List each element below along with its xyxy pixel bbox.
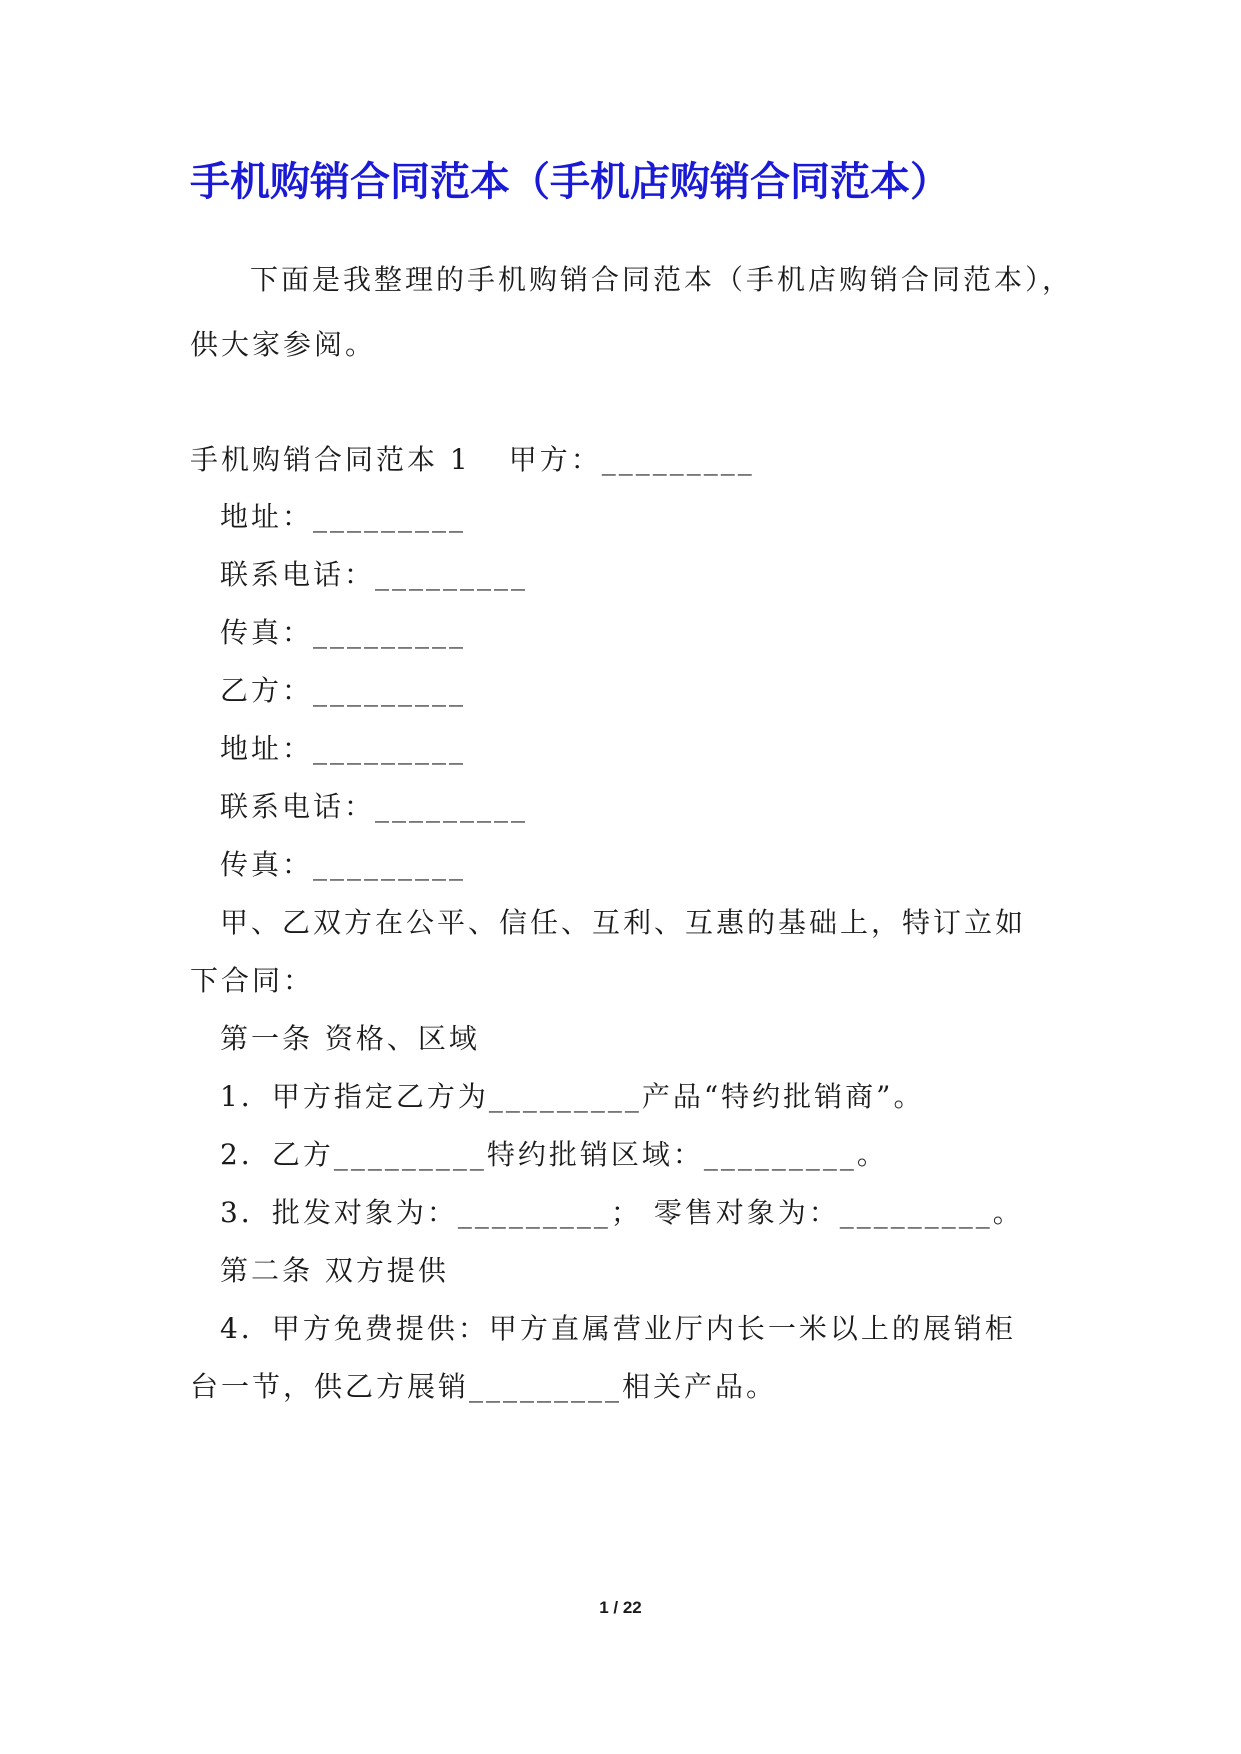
page-number: 1 / 22 — [599, 1598, 642, 1617]
clause-1: 1．甲方指定乙方为_________产品“特约批销商”。 — [220, 1080, 925, 1113]
page-title: 手机购销合同范本（手机店购销合同范本） — [190, 159, 950, 205]
clause-3: 3．批发对象为：_________； 零售对象为：_________。 — [220, 1196, 1024, 1229]
article-2-heading: 第二条 双方提供 — [220, 1254, 449, 1287]
party-b-phone-field: 联系电话：_________ — [220, 790, 529, 823]
preamble-line-2: 下合同： — [190, 964, 315, 997]
party-b-address-field: 地址：_________ — [220, 732, 467, 765]
preamble-line-1: 甲、乙双方在公平、信任、互利、互惠的基础上，特订立如 — [220, 906, 1027, 939]
article-1-heading: 第一条 资格、区域 — [220, 1022, 480, 1055]
party-b-field: 乙方：_________ — [220, 674, 467, 707]
intro-paragraph-line-1: 下面是我整理的手机购销合同范本（手机店购销合同范本）， — [250, 263, 1074, 296]
intro-paragraph-line-2: 供大家参阅。 — [190, 328, 377, 361]
party-a-fax-field: 传真：_________ — [220, 616, 467, 649]
clause-2: 2．乙方_________特约批销区域：_________。 — [220, 1138, 888, 1171]
clause-4-line-2: 台一节，供乙方展销_________相关产品。 — [190, 1370, 778, 1403]
clause-4-line-1: 4．甲方免费提供：甲方直属营业厅内长一米以上的展销柜 — [220, 1312, 1016, 1345]
party-a-phone-field: 联系电话：_________ — [220, 558, 529, 591]
party-a-field: 甲方：_________ — [508, 443, 755, 476]
section-heading: 手机购销合同范本 1 — [190, 443, 471, 476]
section-heading-row — [190, 437, 755, 483]
party-a-address-field: 地址：_________ — [220, 500, 467, 533]
party-b-fax-field: 传真：_________ — [220, 848, 467, 881]
